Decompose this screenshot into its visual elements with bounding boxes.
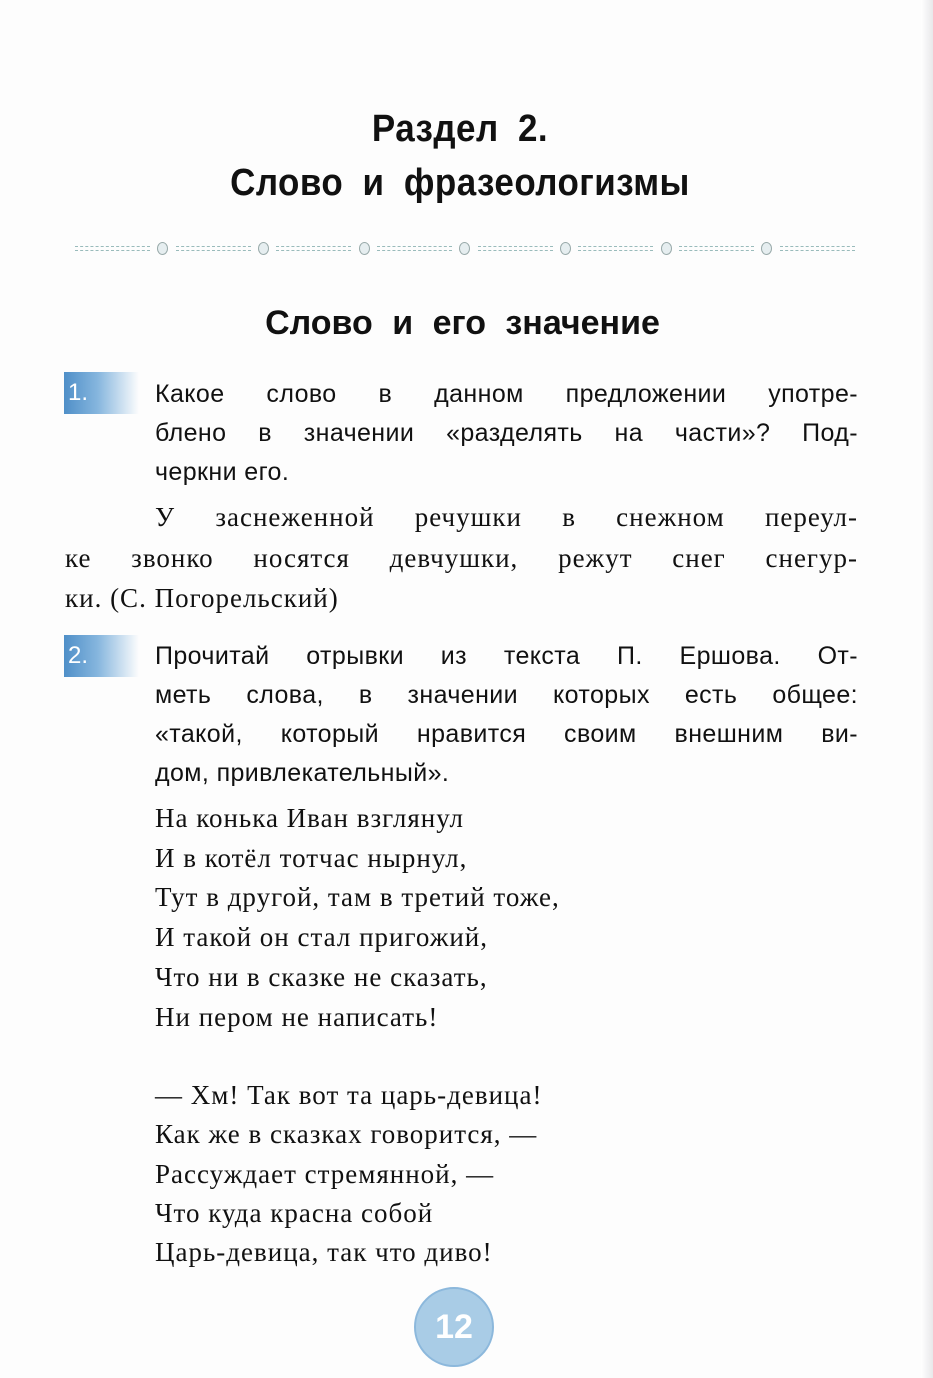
task-text-line: Прочитай отрывки из текста П. Ершова. От- [155,642,858,670]
poem-line: Что ни в сказке не сказать, [155,962,488,992]
poem-line: И в котёл тотчас нырнул, [155,843,468,873]
exercise-text-line: У заснеженной речушки в снежном переул- [155,502,858,532]
poem-line: Тут в другой, там в третий тоже, [155,882,560,912]
poem-line: Что куда красна собой [155,1198,434,1228]
task-number-badge: 1. [64,372,139,414]
task-text-line: черкни его. [155,458,290,486]
poem-line: Царь-девица, так что диво! [155,1237,493,1267]
task-text-line: дом, привлекательный». [155,759,450,787]
task-text-line: блено в значении «разделять на части»? Под- [155,419,858,447]
exercise-text-line: ки. (С. Погорельский) [65,583,339,613]
task-text-line: меть слова, в значении которых есть общее: [155,681,858,709]
poem-line: — Хм! Так вот та царь-девица! [155,1080,543,1110]
section-subtitle: Слово и фразеологизмы [230,162,690,204]
exercise-text-line: ке звонко носятся девчушки, режут снег снегур- [65,543,858,573]
task-text-line: Какое слово в данном предложении употре- [155,380,858,408]
task-number-badge: 2. [64,635,139,677]
page-number: 12 [414,1287,494,1367]
poem-line: Как же в сказках говорится, — [155,1119,538,1149]
page-edge [921,0,933,1378]
section-title: Раздел 2. [371,108,549,150]
poem-line: Рассуждает стремянной, — [155,1159,495,1189]
poem-line: На конька Иван взглянул [155,803,465,833]
task-text-line: «такой, который нравится своим внешним ви- [155,720,858,748]
topic-title: Слово и его значение [265,304,660,342]
poem-line: И такой он стал пригожий, [155,922,488,952]
decorative-divider [75,240,855,256]
poem-line: Ни пером не написать! [155,1002,439,1032]
